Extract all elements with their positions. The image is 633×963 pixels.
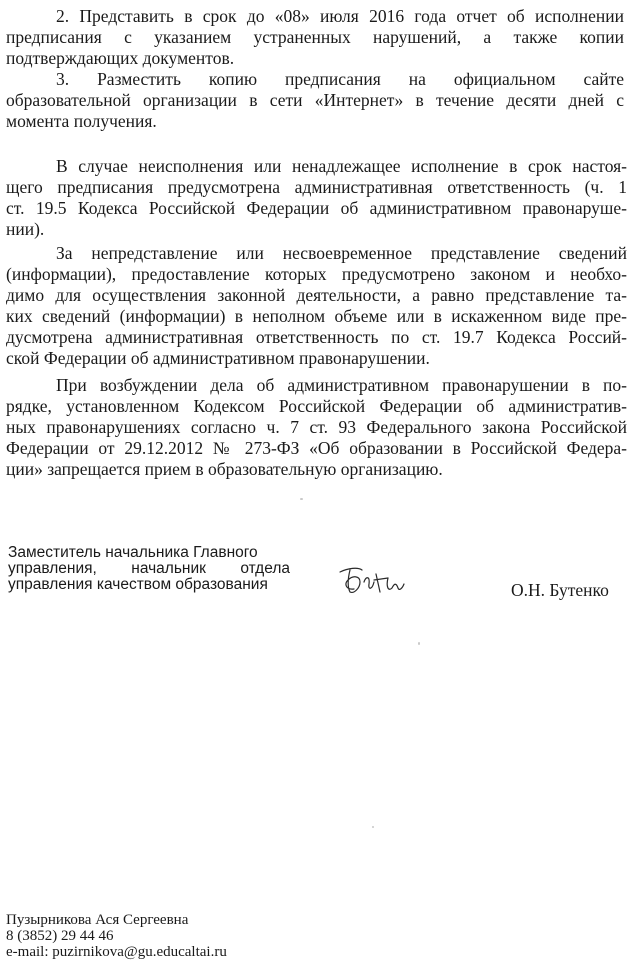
- contact-name: Пузырникова Ася Сергеевна: [6, 912, 189, 928]
- text-line: ных правонарушениях согласно ч. 7 ст. 93 Федерального закона Российской: [6, 417, 627, 437]
- text-line: образовательной организации в сети «Интернет» в течение десяти дней с: [6, 90, 624, 110]
- text-line: предписания с указанием устраненных нарушений, а также копии: [6, 27, 624, 47]
- scan-speck: [372, 826, 374, 828]
- text-line: За непредставление или несвоевременное представление сведений: [56, 243, 627, 263]
- text-line: ции» запрещается прием в образовательную организацию.: [6, 459, 443, 479]
- text-line: 3. Разместить копию предписания на официальном сайте: [56, 69, 624, 89]
- text-line: ской Федерации об административном правонарушении.: [6, 348, 430, 368]
- text-line: рядке, установленном Кодексом Российской Федерации об административ-: [6, 396, 627, 416]
- text-line: щего предписания предусмотрена административная ответственность (ч. 1: [6, 177, 627, 197]
- position-line: управления качеством образования: [8, 576, 268, 593]
- handwritten-signature: [336, 562, 406, 596]
- text-line: (информации), предоставление которых предусмотрено законом и необхо-: [6, 264, 627, 284]
- contact-email: e-mail: puzirnikova@gu.educaltai.ru: [6, 944, 227, 960]
- signatory-position: [8, 545, 290, 593]
- text-line: момента получения.: [6, 111, 157, 131]
- contact-info: [6, 912, 227, 960]
- scan-speck: [300, 498, 303, 500]
- text-line: нии).: [6, 219, 45, 239]
- text-line: подтверждающих документов.: [6, 48, 235, 68]
- text-line: ст. 19.5 Кодекса Российской Федерации об административном правонаруше-: [6, 198, 627, 218]
- text-line: ких сведений (информации) в неполном объеме или в искаженном виде пре-: [6, 306, 627, 326]
- text-line: димо для осуществления законной деятельности, а равно представление та-: [6, 285, 627, 305]
- text-line: Федерации от 29.12.2012 № 273-ФЗ «Об образовании в Российской Федера-: [6, 438, 627, 458]
- signer-name: О.Н. Бутенко: [511, 580, 609, 600]
- text-line: При возбуждении дела об административном правонарушении в по-: [56, 375, 627, 395]
- position-line: управления, начальник отдела: [8, 560, 290, 577]
- position-line: Заместитель начальника Главного: [8, 544, 258, 561]
- scan-speck: [418, 642, 420, 645]
- contact-phone: 8 (3852) 29 44 46: [6, 928, 114, 944]
- text-line: В случае неисполнения или ненадлежащее исполнение в срок настоя-: [56, 156, 627, 176]
- text-line: 2. Представить в срок до «08» июля 2016 года отчет об исполнении: [56, 6, 624, 26]
- text-line: дусмотрена административная ответственность по ст. 19.7 Кодекса Россий-: [6, 327, 627, 347]
